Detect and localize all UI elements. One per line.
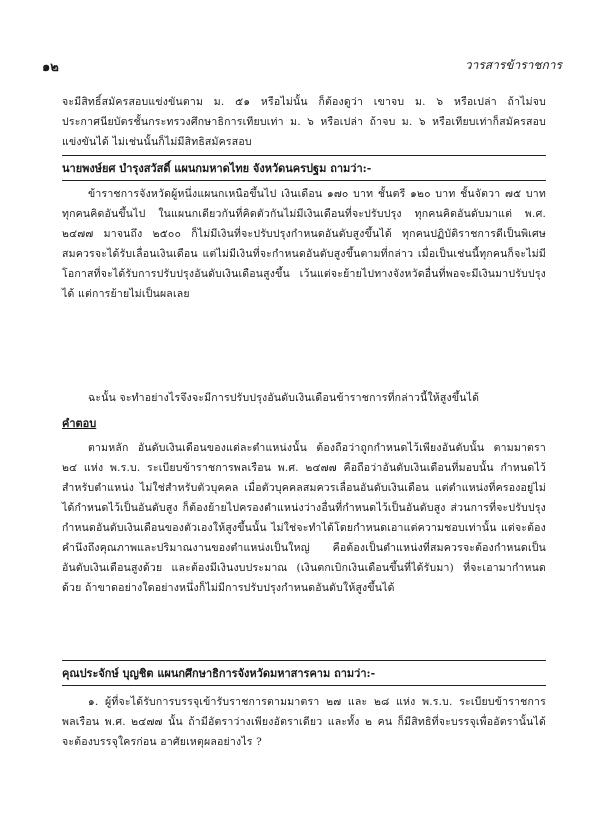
question2-heading: คุณประจักษ์ บุญชิต แผนกศึกษาธิการจังหวัดมหาสารคาม ถามว่า:-	[62, 667, 376, 680]
question1-body: ข้าราชการจังหวัดผู้หนึ่งแผนกเหนือขึ้นไป เงินเดือน ๑๗๐ บาท ชั้นตรี ๑๒๐ บาท ชั้นจัตวา ๗๕ บาท ทุกคนคิดอันขึ้นไป ในแผนกเดียวกันที่คิดตัวกันไม่มีเงินเดือนที่จะปรับปรุง ทุกคนคิดอันดับมาแต่ พ.ศ. ๒๔๗๗ มาจนถึง ๒๕๐๐ ก็ไม่มีเงินที่จะปรับปรุงกำหนดอันดับสูงขึ้นได้ ทุกคนปฏิบัติราชการดีเป็นพิเศษสมควรจะได้รับเลื่อนเงินเดือน แต่ไม่มีเงินที่จะกำหนดอันดับสูงขึ้นตามที่กล่าว เมื่อเป็นเช่นนี้ทุกคนก็จะไม่มีโอกาสที่จะได้รับการปรับปรุงอันดับเงินเดือนสูงขึ้น เว้นแต่จะย้ายไปทางจังหวัดอื่นที่พอจะมีเงินมาปรับปรุงได้ แต่การย้ายไม่เป็นผลเลย	[62, 188, 546, 300]
answer-body: ตามหลัก อันดับเงินเดือนของแต่ละตำแหน่งนั้น ต้องถือว่าถูกกำหนดไว้เพียงอันดับนั้น ตามมาตรา ๒๔ แห่ง พ.ร.บ. ระเบียบข้าราชการพลเรือน พ.ศ. ๒๔๗๗ คือถือว่าอันดับเงินเดือนที่มอบนั้น กำหนดไว้สำหรับตำแหน่ง ไม่ใช่สำหรับตัวบุคคล เมื่อตัวบุคคลสมควรเลื่อนอันดับเงินเดือน แต่ตำแหน่งที่ครองอยู่ไม่ได้กำหนดไว้เป็นอันดับสูง ก็ต้องย้ายไปครองตำแหน่งว่างอื่นที่กำหนดไว้เป็นอันดับสูง ส่วนการที่จะปรับปรุงกำหนดอันดับเงินเดือนของตัวเองให้สูงขึ้นนั้น ไม่ใช่จะทำได้โดยกำหนดเอาแต่ความชอบเท่านั้น แต่จะต้องคำนึงถึงคุณภาพและปริมาณงานของตำแหน่งเป็นใหญ่ คือต้องเป็นตำแหน่งที่สมควรจะต้องกำหนดเป็นอันดับเงินเดือนสูงด้วย และต้องมีเงินงบประมาณ (เงินตกเบิกเงินเดือนขึ้นที่ได้รับมา) ที่จะเอามากำหนดด้วย ถ้าขาดอย่างใดอย่างหนึ่งก็ไม่มีการปรับปรุงกำหนดอันดับให้สูงขึ้นได้	[62, 442, 546, 594]
divider-top	[62, 155, 546, 156]
running-title: วารสารข้าราชการ	[464, 58, 562, 72]
divider-top-2	[62, 660, 546, 661]
question1-request: ฉะนั้น จะทำอย่างไรจึงจะมีการปรับปรุงอันดับเงินเดือนข้าราชการที่กล่าวนี้ให้สูงขึ้นได้	[88, 392, 480, 404]
divider-bottom	[62, 180, 546, 181]
answer-title: คำตอบ	[62, 417, 97, 430]
question1-heading: นายพงษ์ยศ บำรุงสวัสดิ์ แผนกมหาดไทย จังหวัดนครปฐม ถามว่า:-	[62, 162, 372, 175]
question2-body: ๑. ผู้ที่จะได้รับการบรรจุเข้ารับราชการตามมาตรา ๒๗ และ ๒๘ แห่ง พ.ร.บ. ระเบียบข้าราชการพลเรือน พ.ศ. ๒๔๗๗ นั้น ถ้ามีอัตราว่างเพียงอัตราเดียว และทั้ง ๒ คน ก็มีสิทธิที่จะบรรจุเพื่ออัตรานั้นได้ จะต้องบรรจุใครก่อน อาศัยเหตุผลอย่างไร ?	[62, 696, 546, 748]
divider-bottom-2	[62, 685, 546, 686]
page-number: ๑๒	[42, 60, 59, 75]
intro-paragraph: จะมีสิทธิ์สมัครสอบแข่งขันตาม ม. ๕๑ หรือไม่นั้น ก็ต้องดูว่า เขาจบ ม. ๖ หรือเปล่า ถ้าไม่จบประกาศนียบัตรชั้นกระทรวงศึกษาธิการเทียบเท่า ม. ๖ หรือเปล่า ถ้าจบ ม. ๖ หรือเทียบเท่าก็สมัครสอบแข่งขันได้ ไม่เช่นนั้นก็ไม่มีสิทธิสมัครสอบ	[62, 96, 546, 148]
